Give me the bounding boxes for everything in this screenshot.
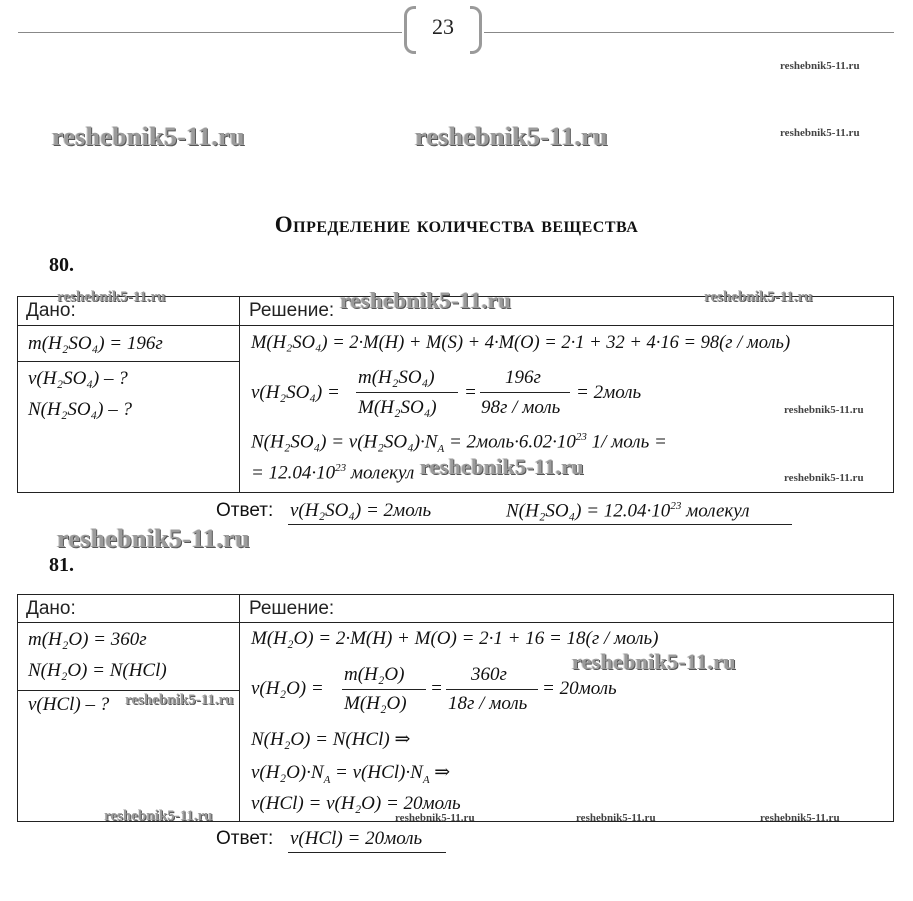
solution-text: N(H₂SO₄) = ν(H₂SO₄)·N	[251, 431, 438, 453]
watermark: reshebnik5-11.ru	[572, 649, 736, 674]
solution-result: = 2моль	[576, 382, 642, 403]
watermark: reshebnik5-11.ru	[576, 812, 656, 824]
given-line: m(H₂O) = 360г	[28, 629, 147, 650]
solution-line	[251, 761, 450, 786]
solution-text: = ν(HCl)·N	[330, 762, 423, 783]
watermark: reshebnik5-11.ru	[704, 289, 813, 305]
fraction-denominator: M(H₂O)	[344, 693, 407, 714]
given-line: ν(HCl) – ?	[28, 694, 110, 715]
solution-text: ⇒	[429, 762, 451, 783]
problem-number: 81.	[49, 554, 74, 576]
answer-value	[506, 500, 750, 522]
answer-label: Ответ:	[216, 828, 274, 849]
fraction-bar	[446, 689, 538, 690]
answer-value: ν(HCl) = 20моль	[290, 828, 423, 849]
given-line: N(H₂O) = N(HCl)	[28, 660, 167, 681]
solution-text: = 12.04·10	[251, 462, 336, 484]
watermark: reshebnik5-11.ru	[784, 404, 864, 416]
solution-line: ν(HCl) = ν(H₂O) = 20моль	[251, 793, 461, 814]
watermark: reshebnik5-11.ru	[784, 472, 864, 484]
header-rule-left	[18, 32, 402, 33]
solution-line: M(H₂O) = 2·M(H) + M(O) = 2·1 + 16 = 18(г / моль)	[251, 628, 659, 649]
solution-header: Решение:	[249, 598, 335, 619]
watermark: reshebnik5-11.ru	[57, 524, 250, 553]
solution-fraction-lhs: ν(H₂SO₄) =	[251, 382, 340, 403]
given-rule	[17, 690, 239, 691]
header-rule-right	[484, 32, 894, 33]
solution-text: 1/ моль =	[586, 431, 667, 453]
section-title: Определение количества вещества	[274, 212, 639, 237]
fraction-numerator: 360г	[471, 664, 507, 685]
superscript: 23	[670, 500, 682, 512]
fraction-numerator: m(H₂SO₄)	[358, 367, 435, 388]
fraction-numerator: 196г	[505, 367, 541, 388]
watermark: reshebnik5-11.ru	[395, 812, 475, 824]
answer-text: N(H₂SO₄) = 12.04·10	[506, 500, 671, 522]
solution-line	[251, 462, 414, 484]
watermark: reshebnik5-11.ru	[340, 288, 512, 313]
solution-fraction-lhs: ν(H₂O) =	[251, 678, 324, 699]
solution-text: ν(H₂O)·N	[251, 762, 324, 783]
solution-result: = 20моль	[542, 678, 617, 699]
watermark: reshebnik5-11.ru	[780, 60, 860, 72]
solution-text: = 2моль·6.02·10	[444, 431, 576, 453]
equals-sign: =	[430, 678, 443, 699]
page-number: 23	[432, 14, 454, 39]
subscript: A	[422, 773, 430, 786]
superscript: 23	[575, 431, 587, 443]
watermark: reshebnik5-11.ru	[760, 812, 840, 824]
answer-underline	[288, 852, 446, 853]
watermark: reshebnik5-11.ru	[104, 808, 213, 824]
fraction-denominator: M(H₂SO₄)	[358, 397, 437, 418]
fraction-denominator: 18г / моль	[448, 693, 528, 714]
table-header-rule	[17, 325, 894, 326]
solution-line	[251, 431, 667, 455]
page-number-box	[404, 6, 482, 54]
fraction-numerator: m(H₂O)	[344, 664, 405, 685]
answer-text: молекул	[681, 500, 750, 522]
subscript: A	[323, 773, 331, 786]
fraction-denominator: 98г / моль	[481, 397, 561, 418]
solution-text: молекул	[346, 462, 415, 484]
fraction-bar	[356, 392, 458, 393]
problem-number: 80.	[49, 254, 74, 276]
solution-line: M(H₂SO₄) = 2·M(H) + M(S) + 4·M(O) = 2·1 + 32 + 4·16 = 98(г / моль)	[251, 333, 791, 353]
subscript: A	[437, 443, 445, 456]
given-line: m(H₂SO₄) = 196г	[28, 333, 163, 354]
answer-underline	[288, 524, 792, 525]
answer-label: Ответ:	[216, 500, 274, 521]
table-divider	[239, 594, 240, 822]
table-header-rule	[17, 622, 894, 623]
given-rule	[17, 361, 239, 362]
solution-line: N(H₂O) = N(HCl) ⇒	[251, 729, 411, 750]
given-header: Дано:	[26, 598, 76, 619]
solution-header: Решение:	[249, 300, 335, 321]
fraction-bar	[342, 689, 426, 690]
equals-sign: =	[464, 382, 477, 403]
superscript: 23	[335, 462, 347, 474]
watermark: reshebnik5-11.ru	[415, 122, 608, 151]
fraction-bar	[480, 392, 570, 393]
watermark: reshebnik5-11.ru	[57, 289, 166, 305]
watermark: reshebnik5-11.ru	[125, 692, 234, 708]
given-line: ν(H₂SO₄) – ?	[28, 368, 128, 389]
watermark: reshebnik5-11.ru	[420, 454, 584, 479]
given-line: N(H₂SO₄) – ?	[28, 399, 132, 420]
given-header: Дано:	[26, 300, 76, 321]
watermark: reshebnik5-11.ru	[780, 127, 860, 139]
watermark: reshebnik5-11.ru	[52, 122, 245, 151]
answer-value: ν(H₂SO₄) = 2моль	[290, 500, 432, 521]
